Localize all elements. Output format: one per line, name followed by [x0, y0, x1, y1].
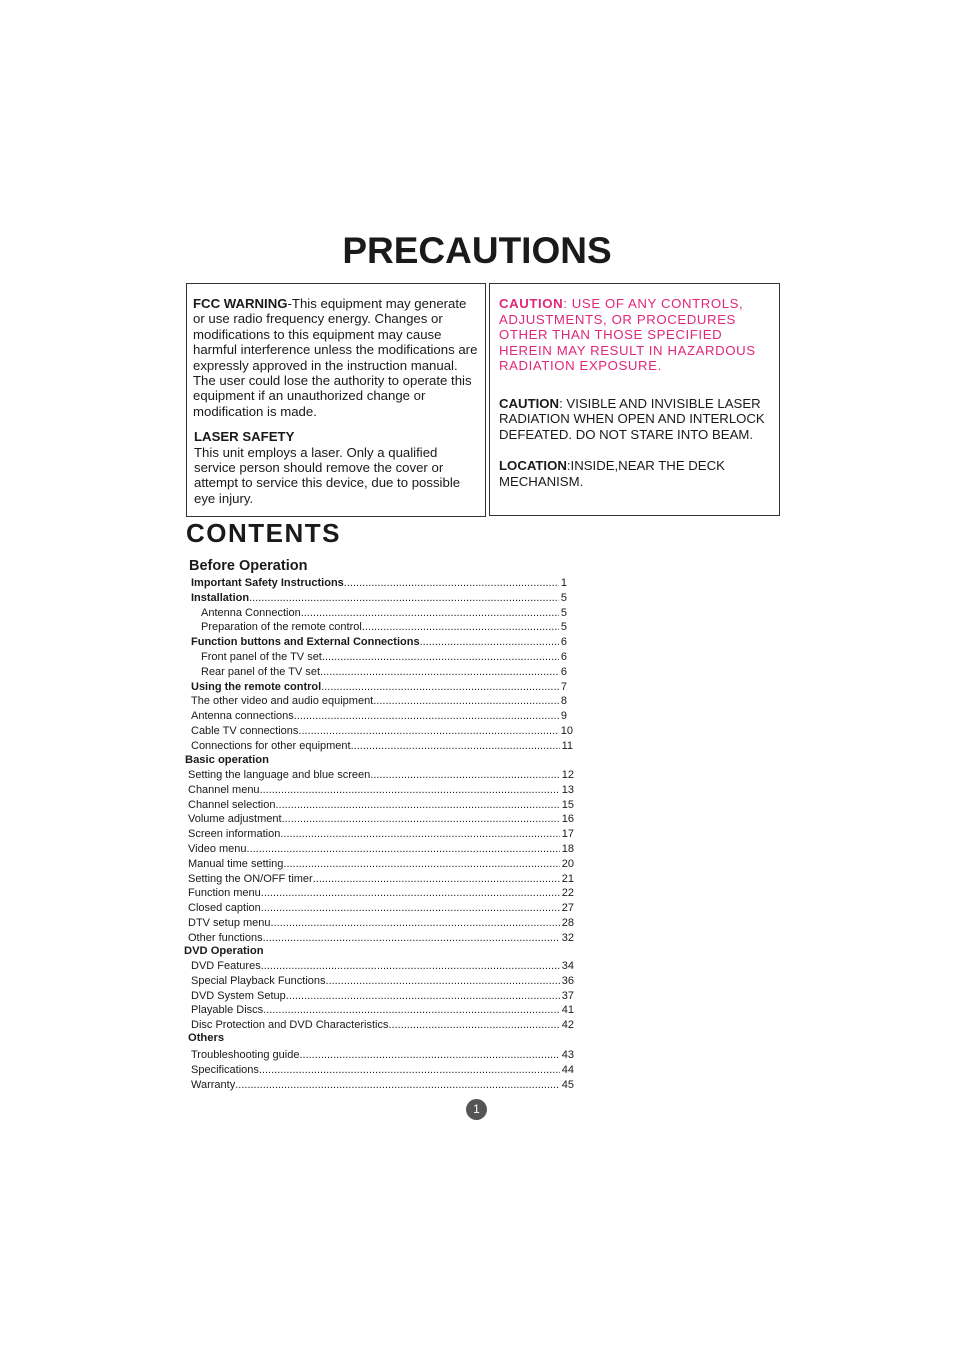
toc-leader-dots	[299, 1048, 559, 1062]
caution-radiation-text: : VISIBLE AND INVISIBLE LASER RADIATION WHEN OPEN AND INTERLOCK DEFEATED. DO NOT STARE INTO BEAM.	[499, 395, 765, 442]
toc-entry	[201, 606, 567, 620]
toc-entry-label: Disc Protection and DVD Characteristics	[191, 1019, 389, 1032]
toc-entry-label: DVD System Setup	[191, 989, 286, 1002]
toc-entry-page: 27	[561, 902, 574, 915]
page-title: PRECAUTIONS	[342, 230, 612, 271]
toc-section-heading: DVD Operation	[184, 945, 264, 957]
toc-entry	[188, 768, 574, 782]
toc-entry-label: Antenna connections	[191, 710, 294, 723]
toc-entry	[191, 591, 567, 605]
toc-leader-dots	[283, 857, 559, 871]
before-operation-heading: Before Operation	[189, 558, 308, 574]
toc-leader-dots	[235, 1078, 560, 1092]
toc-entry	[191, 1078, 574, 1092]
toc-leader-dots	[351, 739, 560, 753]
fcc-laser-box	[186, 283, 486, 517]
toc-entry-page: 42	[561, 1019, 574, 1032]
caution-box	[489, 283, 780, 516]
toc-entry-page: 21	[561, 872, 574, 885]
toc-entry-label: Playable Discs	[191, 1004, 264, 1017]
toc-leader-dots	[321, 680, 559, 694]
toc-leader-dots	[370, 768, 559, 782]
toc-entry-page: 37	[561, 989, 574, 1002]
toc-entry-label: Other functions	[188, 931, 263, 944]
location-label: LOCATION	[499, 458, 567, 474]
toc-entry	[191, 989, 574, 1003]
toc-entry	[201, 665, 567, 679]
location-text: :INSIDE,NEAR THE DECK MECHANISM.	[499, 458, 725, 489]
toc-leader-dots	[301, 606, 559, 620]
toc-leader-dots	[362, 620, 559, 634]
toc-entry-page: 1	[560, 577, 567, 589]
toc-leader-dots	[247, 842, 560, 856]
toc-entry-page: 16	[561, 813, 574, 826]
toc-entry-label: The other video and audio equipment	[191, 695, 374, 708]
toc-entry-page: 9	[560, 710, 567, 723]
toc-leader-dots	[263, 1003, 560, 1017]
toc-entry	[188, 872, 574, 886]
toc-entry	[191, 709, 567, 723]
toc-leader-dots	[420, 635, 559, 649]
fcc-warning-label: FCC WARNING	[193, 296, 288, 311]
toc-entry	[201, 650, 567, 664]
toc-entry-page: 12	[561, 769, 574, 781]
toc-entry-label: Special Playback Functions	[191, 974, 326, 987]
toc-entry-label: Using the remote control	[191, 680, 322, 693]
toc-entry	[201, 620, 567, 634]
toc-entry-page: 17	[561, 828, 574, 841]
toc-entry	[191, 694, 567, 708]
toc-entry-label: Video menu	[188, 843, 247, 855]
toc-entry-label: Preparation of the remote control	[201, 621, 362, 634]
toc-entry-page: 6	[560, 651, 567, 663]
toc-entry-page: 10	[560, 725, 573, 737]
contents-title: CONTENTS	[186, 518, 341, 548]
toc-entry-label: Specifications	[191, 1063, 259, 1076]
toc-entry	[191, 576, 567, 590]
toc-leader-dots	[271, 916, 560, 930]
toc-leader-dots	[261, 959, 560, 973]
toc-leader-dots	[263, 931, 560, 945]
toc-leader-dots	[280, 827, 559, 841]
toc-entry-page: 18	[561, 843, 574, 855]
toc-leader-dots	[373, 694, 559, 708]
toc-entry	[188, 798, 574, 812]
toc-entry	[191, 1048, 574, 1062]
toc-entry-label: Volume adjustment	[188, 813, 282, 826]
toc-entry	[191, 1003, 574, 1017]
toc-entry-label: Troubleshooting guide	[191, 1049, 300, 1061]
toc-entry-page: 45	[561, 1078, 574, 1091]
toc-entry-label: Channel menu	[188, 783, 260, 796]
toc-section-heading: Others	[188, 1032, 225, 1044]
toc-entry-page: 43	[561, 1049, 574, 1061]
laser-safety-heading: LASER SAFETY	[194, 429, 295, 445]
toc-entry-label: Warranty	[191, 1078, 236, 1091]
toc-leader-dots	[322, 650, 559, 664]
toc-entry	[191, 1018, 574, 1032]
toc-entry-page: 41	[561, 1004, 574, 1017]
toc-leader-dots	[261, 901, 560, 915]
fcc-warning	[193, 296, 479, 419]
caution-radiation	[499, 396, 770, 442]
toc-leader-dots	[313, 872, 560, 886]
toc-entry-page: 5	[560, 621, 567, 634]
toc-entry	[188, 916, 574, 930]
page-number-badge: 1	[466, 1099, 487, 1120]
toc-entry-label: Important Safety Instructions	[191, 577, 344, 589]
toc-entry	[191, 1063, 574, 1077]
toc-entry-page: 5	[560, 591, 567, 604]
toc-entry-label: Connections for other equipment	[191, 739, 351, 752]
toc-leader-dots	[282, 812, 560, 826]
toc-section-heading: Basic operation	[185, 754, 269, 766]
toc-leader-dots	[344, 576, 559, 590]
toc-leader-dots	[261, 886, 560, 900]
toc-entry-label: Setting the ON/OFF timer	[188, 872, 313, 885]
toc-entry	[191, 959, 574, 973]
toc-entry	[191, 680, 567, 694]
toc-entry-label: Function buttons and External Connections	[191, 636, 420, 649]
toc-leader-dots	[294, 709, 559, 723]
toc-entry-page: 6	[560, 636, 567, 649]
toc-entry-page: 15	[561, 798, 574, 811]
toc-entry-label: Closed caption	[188, 902, 261, 915]
toc-entry	[188, 886, 574, 900]
toc-entry-label: Channel selection	[188, 798, 276, 811]
location-note	[499, 458, 770, 489]
caution-controls-text: : USE OF ANY CONTROLS, ADJUSTMENTS, OR PROCEDURES OTHER THAN THOSE SPECIFIED HEREIN MAY RESULT IN HAZARDOUS RADIATION EXPOSURE.	[499, 296, 756, 374]
toc-entry-page: 6	[560, 665, 567, 678]
caution-controls	[499, 296, 770, 374]
toc-entry	[188, 827, 574, 841]
toc-entry-label: Installation	[191, 591, 250, 604]
toc-entry	[191, 974, 574, 988]
toc-entry-page: 34	[561, 960, 574, 972]
toc-entry-page: 11	[561, 739, 573, 752]
toc-entry-label: Cable TV connections	[191, 725, 299, 737]
toc-leader-dots	[320, 665, 559, 679]
toc-entry-page: 8	[560, 695, 567, 708]
toc-entry-page: 20	[561, 857, 574, 870]
toc-entry-page: 13	[561, 783, 574, 796]
toc-entry	[188, 931, 574, 945]
toc-entry-label: Antenna Connection	[201, 606, 301, 619]
toc-entry	[188, 783, 574, 797]
toc-entry-label: DVD Features	[191, 960, 261, 972]
toc-entry-page: 7	[560, 680, 567, 693]
toc-leader-dots	[249, 591, 559, 605]
toc-entry-page: 44	[561, 1063, 574, 1076]
toc-leader-dots	[388, 1018, 559, 1032]
toc-entry-page: 5	[560, 606, 567, 619]
toc-entry-page: 36	[561, 974, 574, 987]
caution-controls-label: CAUTION	[499, 296, 564, 311]
toc-leader-dots	[275, 798, 559, 812]
toc-entry	[188, 857, 574, 871]
toc-entry	[188, 812, 574, 826]
toc-leader-dots	[259, 1063, 560, 1077]
toc-entry	[188, 842, 574, 856]
toc-entry-label: Screen information	[188, 828, 281, 841]
caution-radiation-label: CAUTION	[499, 395, 560, 411]
toc-entry	[191, 739, 573, 753]
toc-entry-page: 28	[561, 917, 574, 929]
toc-entry-label: DTV setup menu	[188, 917, 271, 929]
toc-leader-dots	[298, 724, 558, 738]
toc-entry-label: Rear panel of the TV set	[201, 665, 321, 678]
toc-leader-dots	[326, 974, 560, 988]
toc-entry	[191, 635, 567, 649]
laser-safety-text: This unit employs a laser. Only a qualified service person should remove the cover or attempt to service this device, due to possible eye injury.	[194, 444, 461, 506]
toc-entry-page: 32	[561, 931, 574, 944]
toc-leader-dots	[286, 989, 560, 1003]
toc-entry	[191, 724, 573, 738]
toc-entry-label: Function menu	[188, 887, 261, 900]
toc-entry-label: Setting the language and blue screen	[188, 769, 371, 781]
toc-leader-dots	[260, 783, 560, 797]
toc-entry-label: Manual time setting	[188, 857, 284, 870]
toc-entry-page: 22	[561, 887, 574, 900]
toc-entry	[188, 901, 574, 915]
toc-entry-label: Front panel of the TV set	[201, 651, 322, 663]
fcc-warning-text: -This equipment may generate or use radio frequency energy. Changes or modifications to this equipment may cause harmful interference unless the modifications are expressly approved in the instruction manual. The user could lose the authority to operate this equipment if an unauthorized change or modification is made.	[193, 296, 478, 419]
